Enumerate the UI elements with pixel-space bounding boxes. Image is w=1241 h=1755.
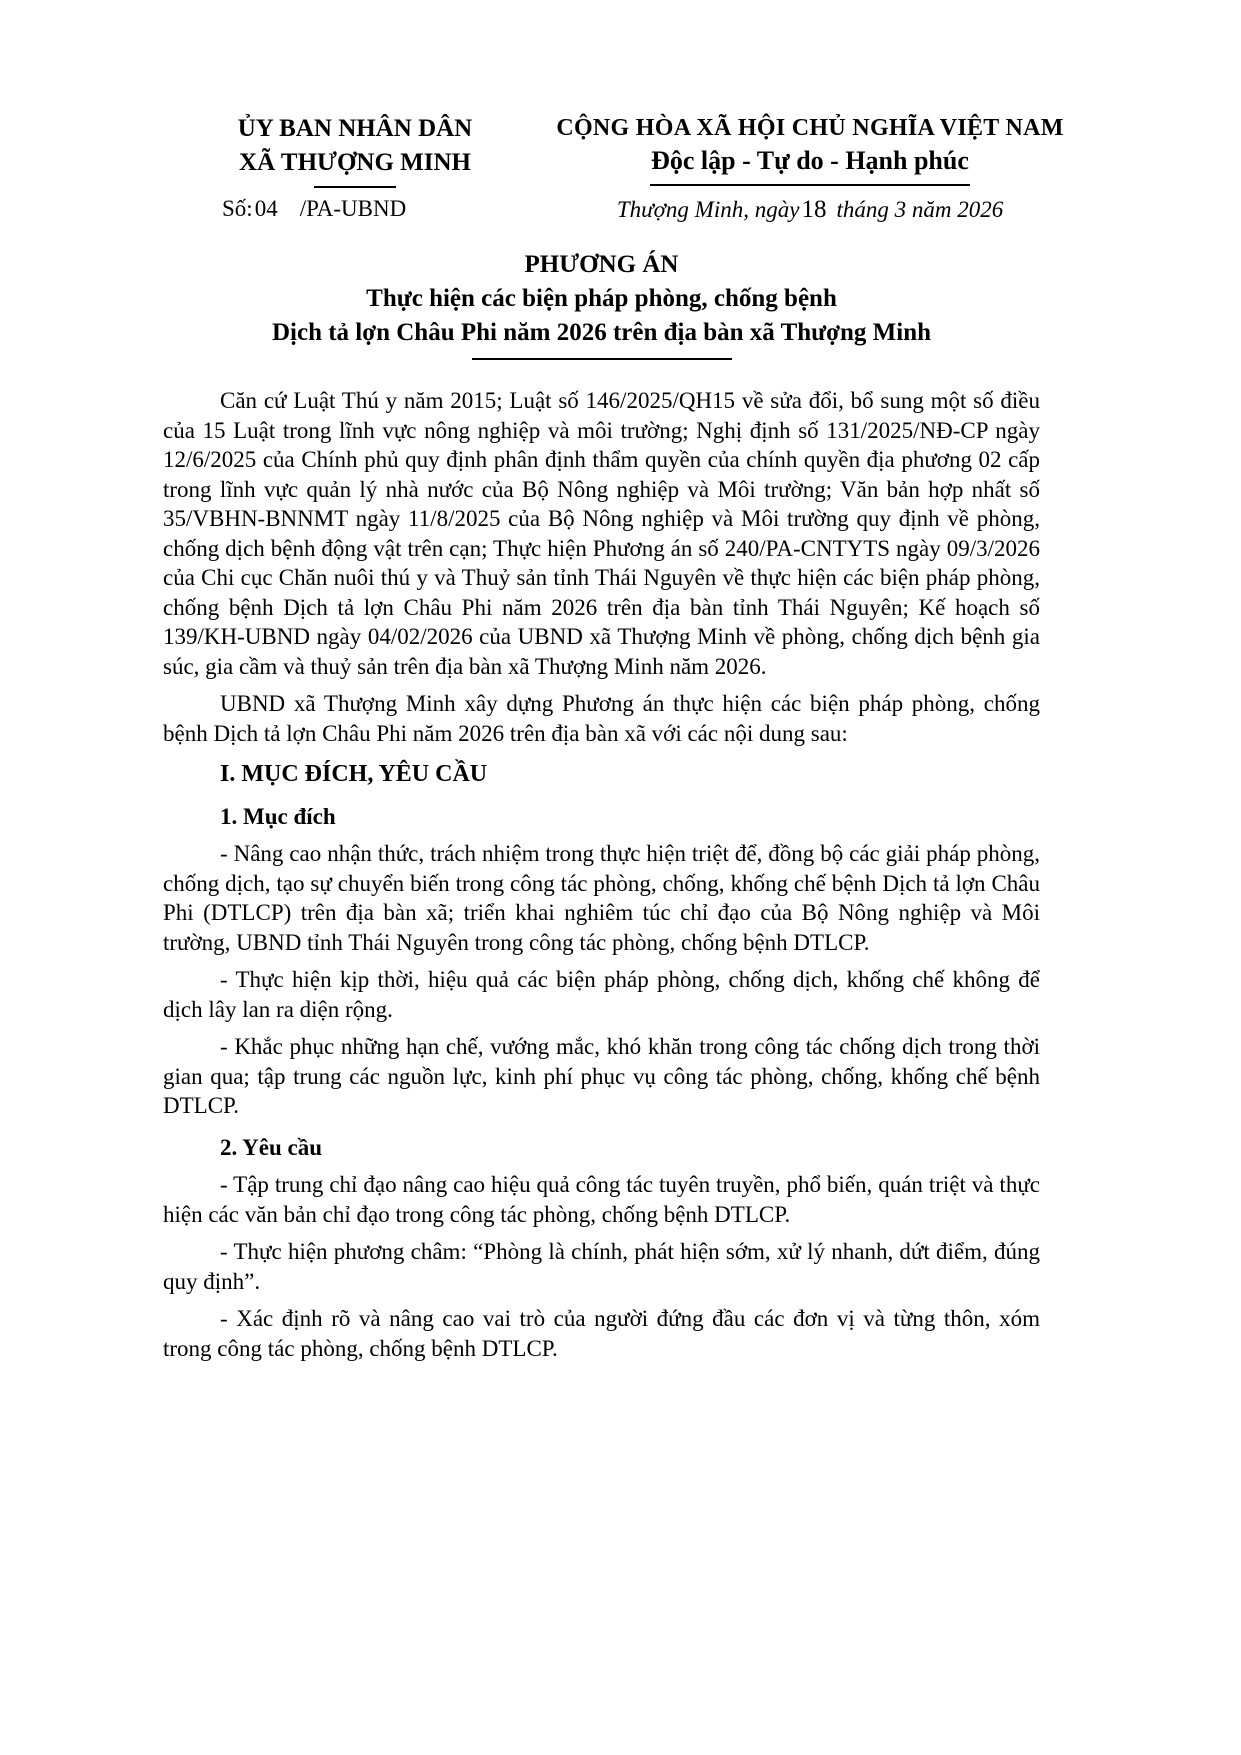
paragraph-legal-basis: Căn cứ Luật Thú y năm 2015; Luật số 146/2025/QH15 về sửa đổi, bổ sung một số điều của 15 Luật trong lĩnh vực nông nghiệp và môi trường; Nghị định số 131/2025/NĐ-CP ngày 12/6/2025 của Chính phủ quy định phân định thẩm quyền của chính quyền địa phương 02 cấp trong lĩnh vực quản lý nhà nước của Bộ Nông nghiệp và Môi trường; Văn bản hợp nhất số 35/VBHN-BNNMT ngày 11/8/2025 của Bộ Nông nghiệp và Môi trường quy định về phòng, chống dịch bệnh động vật trên cạn; Thực hiện Phương án số 240/PA-CNTYTS ngày 09/3/2026 của Chi cục Chăn nuôi thú y và Thuỷ sản tỉnh Thái Nguyên về thực hiện các biện pháp phòng, chống bệnh Dịch tả lợn Châu Phi năm 2026 trên địa bàn tỉnh Thái Nguyên; Kế hoạch số 139/KH-UBND ngày 04/02/2026 của UBND xã Thượng Minh về phòng, chống dịch bệnh gia súc, gia cầm và thuỷ sản trên địa bàn xã Thượng Minh năm 2026. <box>163 388 1040 679</box>
paragraph-purpose-3: - Khắc phục những hạn chế, vướng mắc, khó khăn trong công tác chống dịch trong thời gian qua; tập trung các nguồn lực, kinh phí phục vụ công tác phòng, chống, khống chế bệnh DTLCP. <box>163 1034 1040 1118</box>
title-underline <box>472 358 732 360</box>
national-motto: Độc lập - Tự do - Hạnh phúc <box>651 146 969 175</box>
document-number-suffix: /PA-UBND <box>299 196 407 221</box>
subheading-muc-dich: 1. Mục đích <box>220 803 336 829</box>
national-header-block <box>545 112 1075 186</box>
date-suffix: tháng 3 năm 2026 <box>836 197 1004 222</box>
paragraph-purpose-1: - Nâng cao nhận thức, trách nhiệm trong thực hiện triệt để, đồng bộ các giải pháp phòng, chống dịch, tạo sự chuyển biến trong công tác phòng, chống, khống chế bệnh Dịch tả lợn Châu Phi (DTLCP) trên địa bàn xã; triển khai nghiêm túc chỉ đạo của Bộ Nông nghiệp và Môi trường, UBND tỉnh Thái Nguyên trong công tác phòng, chống bệnh DTLCP. <box>163 841 1040 955</box>
paragraph-intro: UBND xã Thượng Minh xây dựng Phương án thực hiện các biện pháp phòng, chống bệnh Dịch tả lợn Châu Phi năm 2026 trên địa bàn xã với các nội dung sau: <box>163 691 1040 746</box>
national-name: CỘNG HÒA XÃ HỘI CHỦ NGHĨA VIỆT NAM <box>556 115 1064 141</box>
title-line-3: Dịch tả lợn Châu Phi năm 2026 trên địa bàn xã Thượng Minh <box>271 319 932 346</box>
issuing-authority-block <box>165 112 545 188</box>
paragraph-require-2: - Thực hiện phương châm: “Phòng là chính, phát hiện sớm, xử lý nhanh, dứt điểm, đúng quy định”. <box>163 1239 1040 1294</box>
date-day: 18 <box>801 196 827 223</box>
document-number-value: 04 <box>254 196 278 221</box>
paragraph-require-3: - Xác định rõ và nâng cao vai trò của người đứng đầu các đơn vị và từng thôn, xóm trong công tác phòng, chống bệnh DTLCP. <box>163 1306 1040 1361</box>
section-heading-1: I. MỤC ĐÍCH, YÊU CẦU <box>220 761 488 787</box>
issuing-authority-parent: ỦY BAN NHÂN DÂN <box>237 115 473 142</box>
document-title-block <box>163 248 1040 360</box>
paragraph-purpose-2: - Thực hiện kịp thời, hiệu quả các biện pháp phòng, chống dịch, khống chế không để dịch lây lan ra diện rộng. <box>163 967 1040 1022</box>
place-date-line <box>545 196 1075 224</box>
title-line-2: Thực hiện các biện pháp phòng, chống bệnh <box>366 285 837 312</box>
issuing-authority-name: XÃ THƯỢNG MINH <box>239 149 471 176</box>
date-prefix: Thượng Minh, ngày <box>616 197 800 222</box>
paragraph-require-1: - Tập trung chỉ đạo nâng cao hiệu quả công tác tuyên truyền, phổ biến, quán triệt và thực hiện các văn bản chỉ đạo trong công tác phòng, chống bệnh DTLCP. <box>163 1172 1040 1227</box>
document-number <box>222 196 406 222</box>
document-body <box>163 386 1040 1363</box>
authority-underline <box>314 186 396 188</box>
title-kicker: PHƯƠNG ÁN <box>524 251 679 278</box>
document-number-label: Số: <box>222 196 253 221</box>
motto-underline <box>650 184 970 186</box>
subheading-yeu-cau: 2. Yêu cầu <box>220 1134 323 1160</box>
